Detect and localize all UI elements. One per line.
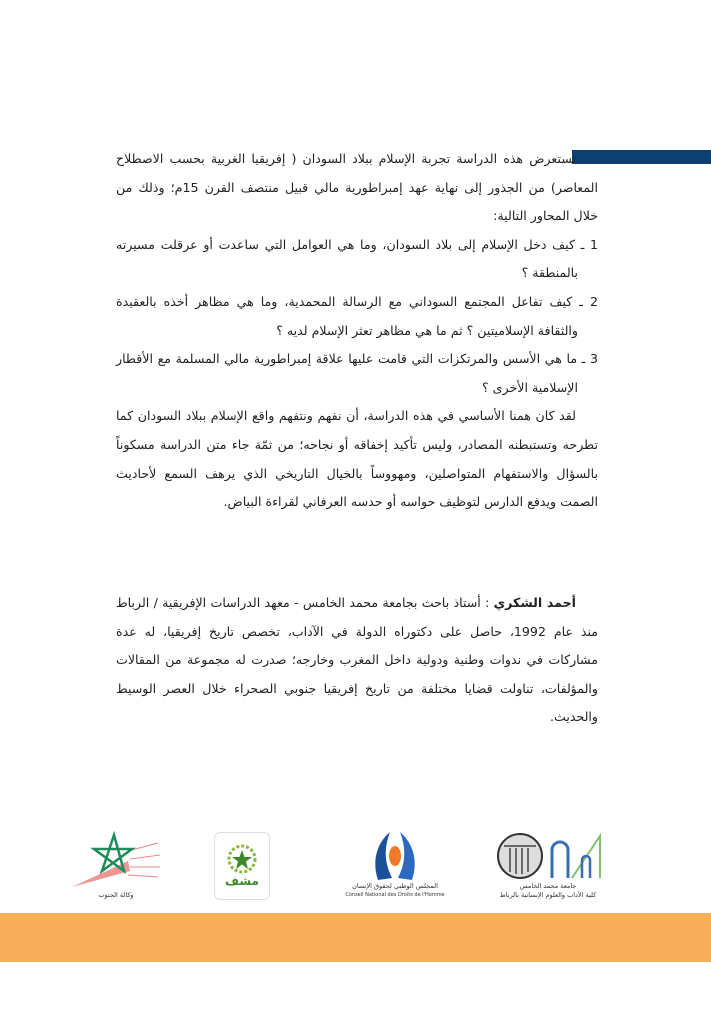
star-wreath-icon [225, 844, 259, 874]
msf-logo [212, 812, 272, 900]
author-name: أحمد الشكري [493, 595, 576, 610]
question-item-1: 1 ـ كيف دخل الإسلام إلى بلاد السودان، وما هي العوامل التي ساعدت أو عرقلت مسيرته بالمنطقة ؟ [116, 236, 598, 281]
university-caption-1: جامعة محمد الخامس [519, 882, 577, 890]
footer-orange-band [0, 913, 711, 962]
summary-section [116, 145, 598, 517]
cndh-logo [340, 812, 450, 900]
question-item-3: 3 ـ ما هي الأسس والمرتكزات التي قامت عليها علاقة إمبراطورية مالي المسلمة مع الأقطار الإسلامية الأخرى ؟ [116, 351, 598, 395]
author-bio [116, 589, 598, 732]
cndh-caption-fr: Conseil National des Droits de l'Homme [345, 892, 445, 898]
university-logo [478, 812, 618, 900]
msf-caption: مشف [225, 874, 259, 888]
author-bio-text: : أستاذ باحث بجامعة محمد الخامس - معهد الدراسات الإفريقية / الرباط منذ عام 1992، حاصل على دكتوراه الدولة في الآداب، تخصص تاريخ إفريقيا، له عدة مشاركات في ندوات وطنية ودولية داخل المغرب وخارجه؛ صدرت له مجموعة من المقالات والمؤلفات، تناولت قضايا مختلفة من تاريخ إفريقيا جنوبي الصحراء خلال العصر الوسيط والحديث. [116, 595, 598, 725]
hands-logo-icon [370, 826, 420, 882]
agence-sud-logo [66, 812, 166, 900]
star-logo-icon [68, 831, 164, 891]
agence-sud-caption: وكالة الجنوب [98, 891, 134, 899]
university-caption-2: كلية الآداب والعلوم الإنسانية بالرباط [499, 891, 597, 899]
question-item-2: 2 ـ كيف تفاعل المجتمع السوداني مع الرسالة المحمدية، وما هي مظاهر أخذه بالعقيدة والثقافة الإسلاميتين ؟ ثم ما هي مظاهر تعثر الإسلام لديه ؟ [116, 293, 598, 338]
cndh-caption-ar: المجلس الوطني لحقوق الإنسان [352, 882, 438, 890]
intro-paragraph: تستعرض هذه الدراسة تجربة الإسلام ببلاد السودان ( إفريقيا الغربية بحسب الاصطلاح المعاصر) من الجذور إلى نهاية عهد إمبراطورية مالي قبيل منتصف القرن 15م؛ وذلك من خلال المحاور التالية: [116, 151, 598, 224]
conclusion-paragraph: لقد كان همنا الأساسي في هذه الدراسة، أن نفهم ونتفهم واقع الإسلام ببلاد السودان كما تطرحه وتستبطنه المصادر، وليس تأكيد إخفاقه أو نجاحه؛ من ثمّة جاء متن الدراسة مسكوناً بالسؤال والاستفهام المتواصلين، ومهووساً بالخيال التاريخي الذي يرهف السمع لأحاديث الصمت ويدفع الدارس لتوظيف حواسه أو حدسه العرفاني لقراءة البياض. [116, 408, 598, 510]
university-emblem-icon [488, 830, 608, 882]
